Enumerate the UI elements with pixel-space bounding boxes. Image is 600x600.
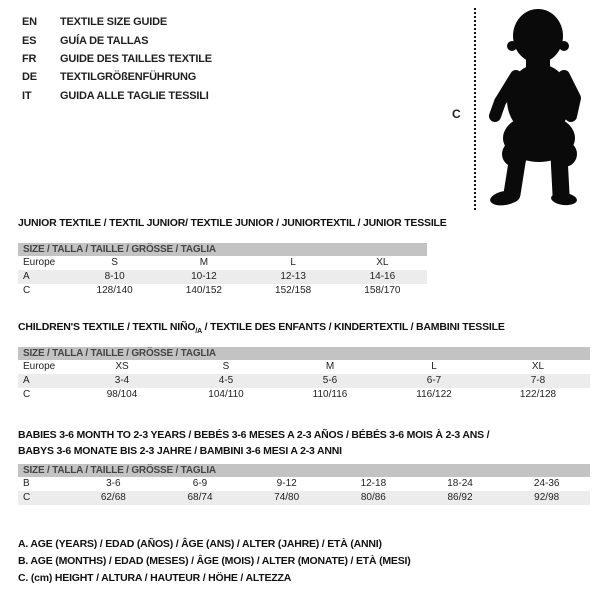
language-code: FR xyxy=(22,52,37,65)
value-cell: 18-24 xyxy=(447,478,473,489)
value-cell: 68/74 xyxy=(187,492,213,503)
value-cell: 10-12 xyxy=(191,271,217,282)
section-title-babies xyxy=(18,427,489,459)
value-cell: 80/86 xyxy=(360,492,386,503)
value-cell: 7-8 xyxy=(530,375,546,386)
row-label-cell: C xyxy=(23,492,31,503)
value-cell: 5-6 xyxy=(322,375,338,386)
height-label-c: C xyxy=(452,107,461,121)
value-cell: L xyxy=(290,257,296,268)
language-title: GUIDE DES TAILLES TEXTILE xyxy=(60,52,212,65)
language-code: EN xyxy=(22,16,37,29)
table-row xyxy=(18,284,427,298)
title-subscript: /A xyxy=(195,328,202,336)
value-cell: 12-13 xyxy=(280,271,306,282)
language-title: TEXTILE SIZE GUIDE xyxy=(60,16,168,29)
language-row xyxy=(22,31,212,49)
value-cell: 128/140 xyxy=(96,285,133,296)
note-line: C. (cm) HEIGHT / ALTURA / HAUTEUR / HÖHE / ALTEZZA xyxy=(18,572,292,584)
row-label-cell: B xyxy=(23,478,30,489)
language-title: GUÍA DE TALLAS xyxy=(60,34,149,47)
value-cell: 6-9 xyxy=(192,478,208,489)
value-cell: M xyxy=(325,361,335,372)
value-cell: 4-5 xyxy=(218,375,234,386)
value-cell: 3-6 xyxy=(106,478,121,489)
footnotes xyxy=(18,536,411,587)
note-line: A. AGE (YEARS) / EDAD (AÑOS) / ÂGE (ANS) / ALTER (JAHRE) / ETÀ (ANNI) xyxy=(18,538,382,550)
toddler-silhouette-icon xyxy=(484,6,596,208)
value-cell: 62/68 xyxy=(100,492,126,503)
height-dashed-line xyxy=(474,8,476,210)
size-header-bar: SIZE / TALLA / TAILLE / GRÖSSE / TAGLIA xyxy=(18,243,427,256)
value-cell: XS xyxy=(115,361,129,372)
value-cell: S xyxy=(111,257,118,268)
value-cell: 104/110 xyxy=(208,389,244,400)
size-header-bar: SIZE / TALLA / TAILLE / GRÖSSE / TAGLIA xyxy=(18,464,590,477)
table-row xyxy=(18,270,427,284)
row-label-cell: A xyxy=(23,271,30,282)
row-label-cell: C xyxy=(23,285,31,296)
value-cell: 74/80 xyxy=(274,492,300,503)
language-row xyxy=(22,87,212,105)
value-cell: 140/152 xyxy=(185,285,222,296)
language-code: ES xyxy=(22,34,37,47)
value-cell: 122/128 xyxy=(519,389,557,400)
value-cell: M xyxy=(199,257,209,268)
title-part: / TEXTILE DES ENFANTS / KINDERTEXTIL / BAMBINI TESSILE xyxy=(201,321,505,333)
value-cell: 6-7 xyxy=(426,375,442,386)
value-cell: L xyxy=(431,361,437,372)
row-label-cell: A xyxy=(23,375,30,386)
size-header-bar: SIZE / TALLA / TAILLE / GRÖSSE / TAGLIA xyxy=(18,347,590,360)
value-cell: 98/104 xyxy=(106,389,138,400)
value-cell: 158/170 xyxy=(364,285,401,296)
value-cell: S xyxy=(222,361,230,372)
value-cell: 86/92 xyxy=(447,492,473,503)
children-size-table xyxy=(18,347,590,402)
row-label-cell: Europe xyxy=(23,257,56,268)
title-line: BABIES 3-6 MONTH TO 2-3 YEARS / BEBÉS 3-6 MESES A 2-3 AÑOS / BÉBÉS 3-6 MOIS À 2-3 ANS / xyxy=(18,429,490,441)
section-title-junior: JUNIOR TEXTILE / TEXTIL JUNIOR/ TEXTILE JUNIOR / JUNIORTEXTIL / JUNIOR TESSILE xyxy=(18,217,447,229)
value-cell: 92/98 xyxy=(534,492,560,503)
value-cell: 12-18 xyxy=(360,478,387,489)
language-row xyxy=(22,13,212,31)
table-row xyxy=(18,477,590,491)
row-label-cell: C xyxy=(23,389,31,400)
value-cell: 24-36 xyxy=(533,478,560,489)
table-row xyxy=(18,388,590,402)
section-title-children xyxy=(18,321,505,335)
table-row xyxy=(18,256,427,270)
language-title: TEXTILGRÖßENFÜHRUNG xyxy=(60,71,197,84)
table-row xyxy=(18,491,590,505)
language-row xyxy=(22,50,212,68)
junior-size-table xyxy=(18,243,427,298)
table-row xyxy=(18,374,590,388)
language-code: IT xyxy=(22,89,32,102)
value-cell: 8-10 xyxy=(104,271,125,282)
value-cell: 14-16 xyxy=(369,271,396,282)
value-cell: 110/116 xyxy=(312,389,348,400)
language-row xyxy=(22,68,212,86)
language-code: DE xyxy=(22,71,37,84)
value-cell: XL xyxy=(531,361,545,372)
value-cell: 3-4 xyxy=(114,375,130,386)
value-cell: 152/158 xyxy=(275,285,312,296)
table-row xyxy=(18,360,590,374)
language-list xyxy=(22,13,212,105)
value-cell: XL xyxy=(376,257,389,268)
value-cell: 9-12 xyxy=(276,478,297,489)
value-cell: 116/122 xyxy=(416,389,452,400)
note-line: B. AGE (MONTHS) / EDAD (MESES) / ÂGE (MOIS) / ALTER (MONATE) / ETÀ (MESI) xyxy=(18,555,411,567)
title-part: CHILDREN'S TEXTILE / TEXTIL NIÑO xyxy=(18,321,196,333)
row-label-cell: Europe xyxy=(23,361,56,372)
title-line: BABYS 3-6 MONATE BIS 2-3 JAHRE / BAMBINI 3-6 MESI A 2-3 ANNI xyxy=(18,445,342,457)
language-title: GUIDA ALLE TAGLIE TESSILI xyxy=(60,89,209,102)
babies-size-table xyxy=(18,464,590,505)
